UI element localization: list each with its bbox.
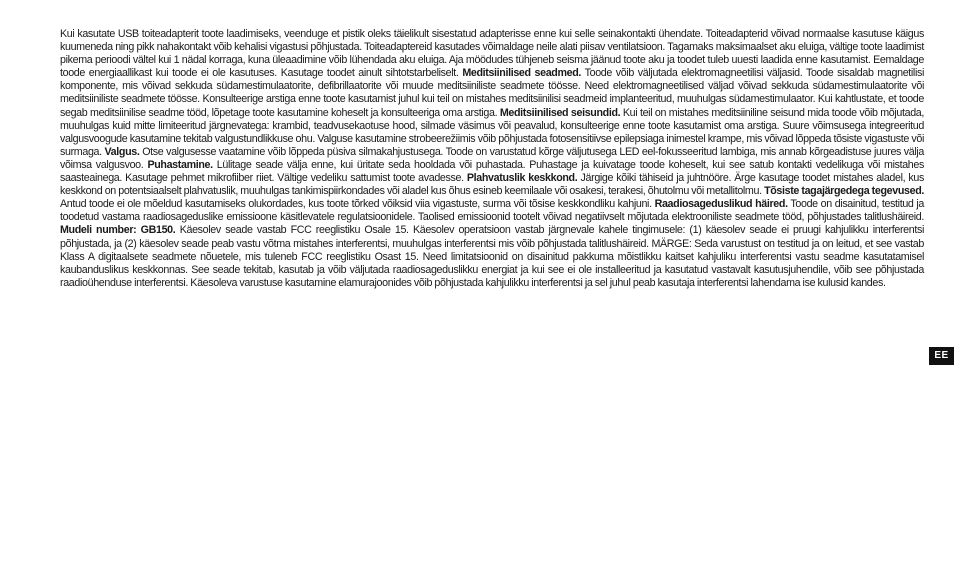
heading-medical-conditions: Meditsiinilised seisundid. [499,106,621,119]
heading-light: Valgus. [104,145,140,158]
heading-high-consequence-activities: Tõsiste tagajärgedega tegevused. [764,185,924,198]
text-cleaning: Lülitage seade välja enne, kui üritate seda hooldada või puhastada. Puhastage ja kuivatage toode koheselt, kui see satub kontakti vedelikuga või mistahes saasteainega. Kasutage pehmet mikrofiiber riiet. Vältige vedeliku sattumist toote avadesse. [60,158,924,185]
language-tab-badge: EE [929,347,954,365]
text-radio-interference: Toode on disainitud, testitud ja toodetud vastama raadiosageduslike emissioone käsitlevatele regulatsioonidele. Taolised emissioonid tootelt võivad negatiivselt mõjutada elektrooniliste seadmete tööd, põhjustades talitlushäireid. [60,198,925,224]
text-light: Otse valgusesse vaatamine võib lõppeda püsiva silmakahjustusega. Toode on varustatud kõrge väljutusega LED eel-fokusseeritud lambiga, mis annab kõrgeadistuse juures välja võimsa valgusvoo. [60,145,924,171]
text-medical-conditions: Kui teil on mistahes meditsiiniline seisund mida toode võib mõjutada, muuhulgas kuid mitte limiteeritud järgnevatega: krambid, teadvusekaotuse hood, silmade väsimus või peavalud, konsulteerige enne toote kasutamist oma arstiga. Suure võimsusega integreeritud valgusvoogude kasutamine tekitab valgustundlikkuse ohu. Valguse kasutamine strobeerežiimis võib põhjustada fotosensitiivse epilepsiaga inimestel krampe, mis võivad lõppeda tõsiste vigastuste või surmaga. [60,106,925,158]
heading-medical-devices: Meditsiinilised seadmed. [462,67,582,80]
heading-radio-interference: Raadiosageduslikud häired. [654,198,788,211]
safety-text-block [60,28,924,290]
heading-explosive-environment: Plahvatuslik keskkond. [466,172,578,185]
text-high-consequence-activities: Antud toode ei ole mõeldud kasutamiseks olukordades, kus toote tõrked võiksid viia vigastuste, surma või tõsise keskkondliku kahjuni. [60,198,655,211]
text-fcc-compliance: Käesolev seade vastab FCC reeglistiku Osale 15. Käesolev operatsioon vastab järgnevale kahele tingimusele: (1) käesolev seade ei pruugi kahjulikku interferentsi põhjustada, ja (2) käesolev seade peab vastu võtma mistahes interferentsi, muuhulgas interferentsi mis võib põhjustada talitlushäireid. MÄRGE: Seda varustust on testitud ja on leitud, et see vastab Klass A digitaalsete seadmete nõuetele, mis tuleneb FCC reeglistiku Osast 15. Need limitatsioonid on disainitud pakkuma mõistlikku kaitset kahjuliku interferentsi vastu seadme kasutatamisel kaubanduslikus keskkonnas. See seade tekitab, kasutab ja võib väljutada raadiosageduslikku energiat ja kui see ei ole installeeritud ja kasutatud vastavalt kasutusjuhendile, võib see põhjustada raadioühenduse interferentsi. Käesoleva varustuse kasutamine elamurajoonides võib põhjustada kahjulikku interferentsi ja sel juhul peab kasutaja interferentsi lahendama ise kulusid kandes. [60,224,924,289]
heading-model-number: Mudeli number: GB150. [60,224,176,237]
text-medical-devices: Toode võib väljutada elektromagneetilisi väljasid. Toode sisaldab magnetilisi komponente, mis võivad sekkuda südamestimulaatorite, defibrillaatorite või muude meditsiiniliste seadmete töösse. Need elektromagneetilised väljad võivad sekkuda südamestimulaatorite või meditsiiniliste seadmete töösse. Konsulteerige arstiga enne toote kasutamist juhul kui teil on mistahes meditsiinilisi seadmeid implanteeritud, muuhulgas südamestimulaator. Kui kahtlustate, et toode segab meditsiinilise seadme tööd, lõpetage toote kasutamine koheselt ja konsulteeriga oma arstiga. [60,67,925,119]
text-battery-charging: Kui kasutate USB toiteadapterit toote laadimiseks, veenduge et pistik oleks täielikult sisestatud adapterisse enne kui selle seinakontakti ühendate. Toiteadapterid võivad normaalse kasutuse käigus kuumeneda ning pikk nahakontakt võib kehalisi vigastusi põhjustada. Toiteadaptereid kasutades võimaldage neile alati piisav ventilatsioon. Tagamaks maksimaalset aku eluiga, vältige toote laadimist pikema perioodi vältel kui 1 nädal korraga, kuna üleaadimine võib lühendada aku eluiga. Aja möödudes tühjeneb seisma jäänud toote aku ja toodet tuleb uuesti laadida enne kasutamist. Eemaldage toode energiaallikast kui toode ei ole kasutuses. Kasutage toodet ainult sihtotstarbeliselt. [60,28,924,80]
heading-cleaning: Puhastamine. [147,158,213,171]
text-explosive-environment: Järgige kõiki tähiseid ja juhtnööre. Ärge kasutage toodet mistahes aladel, kus keskkond on potentsiaalselt plahvatuslik, muuhulgas tankimispiirkondades või aladel kus õhus esineb keemilaale või osakesi, terakesi, õhutolmu või metallitolmu. [60,172,924,198]
